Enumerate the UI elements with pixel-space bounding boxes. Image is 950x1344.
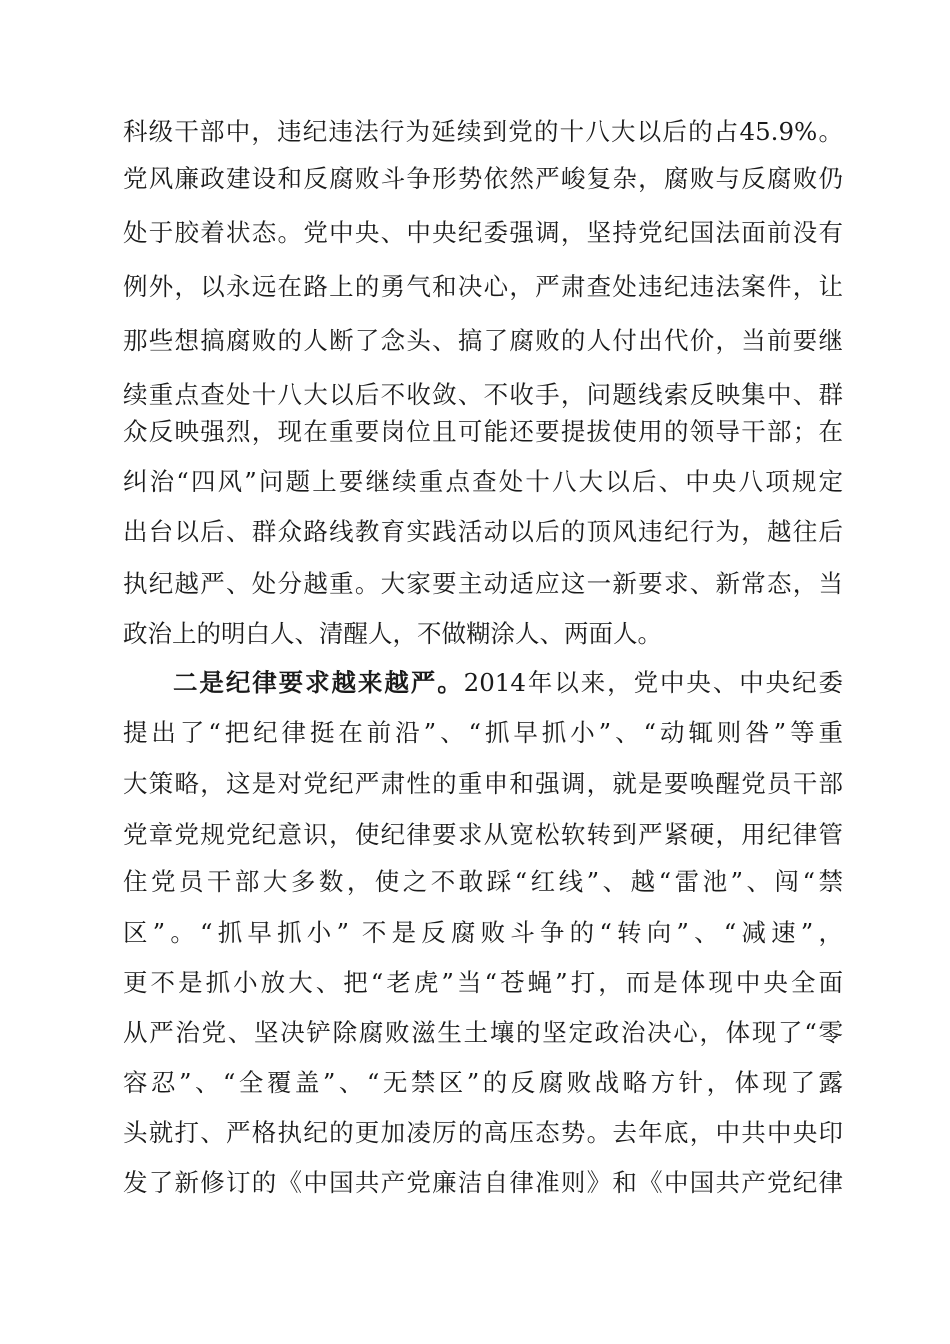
text-line: 头就打、严格执纪的更加凌厉的高压态势。去年底，中共中央印 — [123, 1118, 843, 1147]
text-line: 科级干部中，违纪违法行为延续到党的十八大以后的占45.9%。 — [123, 117, 843, 146]
paragraph-heading: 二是纪律要求越来越严。 — [173, 668, 464, 697]
text-line: 提出了“把纪律挺在前沿”、“抓早抓小”、“动辄则咎”等重 — [123, 718, 843, 747]
paragraph-first-line — [173, 668, 843, 698]
text-line: 那些想搞腐败的人断了念头、搞了腐败的人付出代价，当前要继 — [123, 326, 843, 355]
text-line: 众反映强烈，现在重要岗位且可能还要提拔使用的领导干部；在 — [123, 417, 843, 446]
text-line: 执纪越严、处分越重。大家要主动适应这一新要求、新常态，当 — [123, 569, 843, 598]
text-line: 政治上的明白人、清醒人，不做糊涂人、两面人。 — [123, 619, 662, 648]
text-line: 大策略，这是对党纪严肃性的重申和强调，就是要唤醒党员干部 — [123, 769, 843, 798]
text-line: 区”。“抓早抓小” 不是反腐败斗争的“转向”、“减速”， — [123, 918, 843, 947]
text-line: 出台以后、群众路线教育实践活动以后的顶风违纪行为，越往后 — [123, 517, 843, 546]
text-line: 更不是抓小放大、把“老虎”当“苍蝇”打，而是体现中央全面 — [123, 968, 843, 997]
text-line: 例外，以永远在路上的勇气和决心，严肃查处违纪违法案件，让 — [123, 272, 843, 301]
text-line: 从严治党、坚决铲除腐败滋生土壤的坚定政治决心，体现了“零 — [123, 1018, 843, 1047]
text-line: 容忍”、“全覆盖”、“无禁区”的反腐败战略方针，体现了露 — [123, 1068, 843, 1097]
text-line: 党章党规党纪意识，使纪律要求从宽松软转到严紧硬，用纪律管 — [123, 820, 843, 849]
text-line: 发了新修订的《中国共产党廉洁自律准则》和《中国共产党纪律 — [123, 1168, 843, 1197]
text-line: 续重点查处十八大以后不收敛、不收手，问题线索反映集中、群 — [123, 380, 843, 409]
text-line: 处于胶着状态。党中央、中央纪委强调，坚持党纪国法面前没有 — [123, 218, 843, 247]
paragraph-first-line-text: 2014年以来，党中央、中央纪委 — [463, 668, 844, 697]
text-line: 纠治“四风”问题上要继续重点查处十八大以后、中央八项规定 — [123, 467, 843, 496]
text-line: 党风廉政建设和反腐败斗争形势依然严峻复杂，腐败与反腐败仍 — [123, 164, 843, 193]
text-line: 住党员干部大多数，使之不敢踩“红线”、越“雷池”、闯“禁 — [123, 867, 843, 896]
